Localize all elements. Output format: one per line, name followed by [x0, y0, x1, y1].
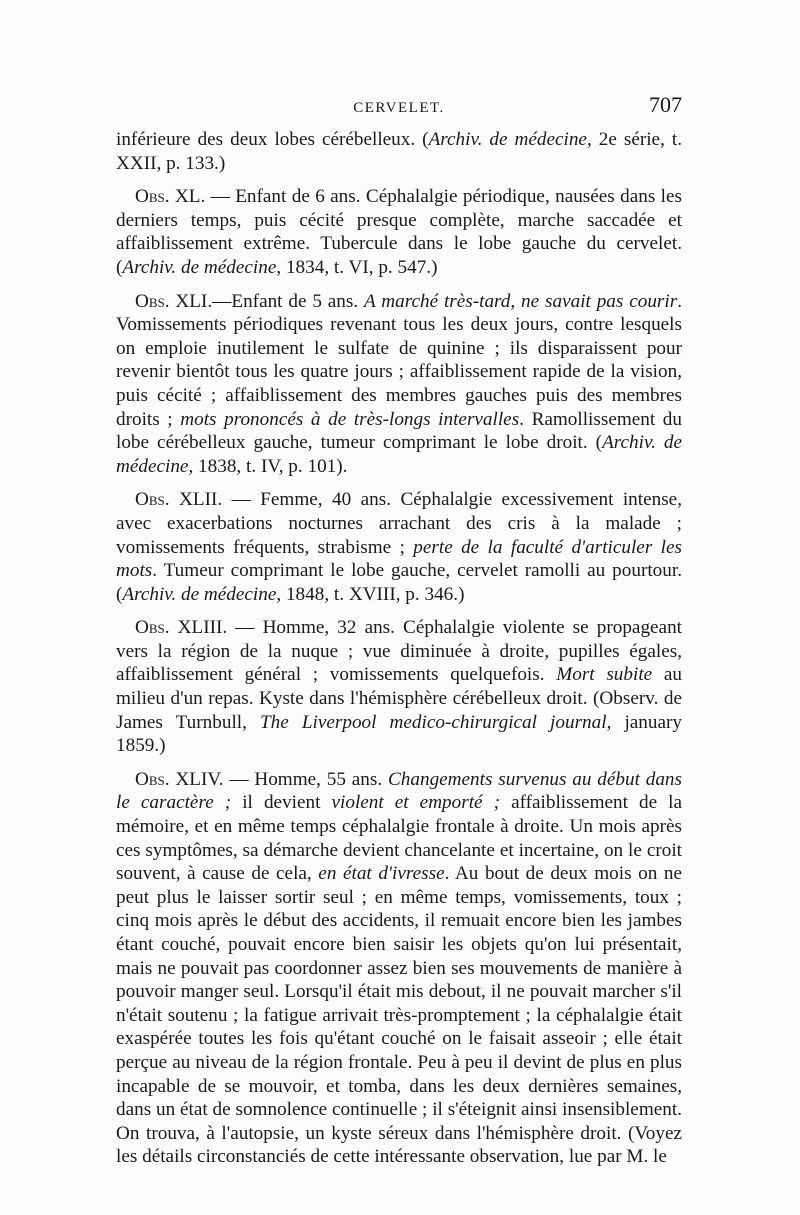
italic-run: perte de la faculté d'articuler les mots: [116, 536, 682, 582]
italic-run: mots prononcés à de très-longs intervalles: [180, 408, 520, 430]
italic-run: Archiv. de médecine: [116, 432, 682, 477]
obs-label: Obs: [135, 617, 165, 639]
observation-xl: [116, 185, 682, 279]
continued-paragraph: [116, 128, 682, 175]
obs-label: Obs: [135, 489, 165, 511]
obs-label: Obs: [135, 186, 165, 208]
text-run: , 2e série, t. XXII, p. 133.): [116, 129, 682, 174]
italic-run: en état d'ivresse: [318, 863, 445, 885]
page-number: 707: [649, 92, 682, 117]
italic-run: A marché très-tard, ne savait pas courir: [364, 290, 678, 312]
text-run: inférieure des deux lobes cérébelleux. (: [116, 129, 429, 150]
text-run: , 1834, t. VI, p. 547.): [276, 256, 438, 278]
text-run: . Au bout de deux mois on ne peut plus le laisser sortir seul ; en même temps, vomissements, toux ; cinq mois après le début des accidents, il remuait encore bien les jambes étant couché, pouvait encore bien saisir les objets qu'on lui présentait, mais ne pouvait pas coordonner assez bien ses mouvements de manière à pouvoir manger seul. Lorsqu'il était mis debout, il ne pouvait marcher s'il n'était soutenu ; la fatigue arrivait très-promptement ; la céphalalgie était exaspérée toutes les fois qu'étant couché on le faisait asseoir ; elle était perçue au niveau de la région frontale. Peu à peu il devint de plus en plus incapable de se mouvoir, et tomba, dans les deux dernières semaines, dans un état de somnolence continuelle ; il s'éteignit ainsi insensiblement. On trouva, à l'autopsie, un kyste séreux dans l'hémisphère droit. (Voyez les détails circonstanciés de cette intéressante observation, lue par M. le: [116, 863, 682, 1168]
text-run: . XLI.—Enfant de 5 ans.: [164, 290, 365, 312]
text-run: . XLIII. — Homme, 32 ans. Céphalalgie violente se propageant vers la région de la nuque ; vue diminuée à droite, pupilles égales, affaiblissement général ; vomissements quelquefois.: [116, 617, 682, 686]
observation-xliv: [116, 768, 682, 1169]
text-run: . XLII. — Femme, 40 ans. Céphalalgie excessivement intense, avec exacerbations nocturnes arrachant des cris à la malade ; vomissements fréquents, strabisme ;: [116, 489, 682, 558]
text-run: au milieu d'un repas. Kyste dans l'hémisphère cérébelleux droit. (Observ. de James Turnbull,: [116, 664, 682, 733]
running-head: [116, 92, 682, 126]
obs-label: Obs: [135, 290, 165, 312]
text-run: , 1838, t. IV, p. 101).: [188, 455, 348, 477]
text-run: . Vomissements périodiques revenant tous les deux jours, contre lesquels on emploie inutilement le sulfate de quinine ; ils disparaissent pour revenir bientôt tous les quatre jours ; affaiblissement rapide de la vision, puis cécité ; affaiblissement des membres gauches puis des membres droits ;: [116, 290, 682, 430]
text-run: . Ramollissement du lobe cérébelleux gauche, tumeur comprimant le lobe droit. (: [116, 408, 682, 454]
text-run: il devient: [231, 792, 332, 814]
italic-run: Archiv. de médecine: [122, 583, 277, 605]
italic-run: Archiv. de médecine: [428, 129, 587, 150]
obs-label: Obs: [135, 768, 165, 790]
observation-xliii: [116, 616, 682, 758]
text-run: . Tumeur comprimant le lobe gauche, cervelet ramolli au pourtour. (: [116, 560, 682, 605]
text-run: , 1848, t. XVIII, p. 346.): [276, 583, 465, 605]
running-title: CERVELET.: [353, 100, 445, 116]
italic-run: Archiv. de médecine: [122, 256, 277, 278]
italic-run: violent et emporté ;: [331, 792, 501, 814]
text-run: affaiblissement de la mémoire, et en même temps céphalalgie frontale à droite. Un mois après ces symptômes, sa démarche devient chancelante et incertaine, on le croit souvent, à cause de cela,: [116, 792, 683, 885]
italic-run: Changements survenus au début dans le caractère ;: [116, 768, 682, 814]
text-run: . XL. — Enfant de 6 ans. Céphalalgie périodique, nausées dans les derniers temps, puis cécité presque complète, marche saccadée et affaiblissement extrême. Tubercule dans le lobe gauche du cervelet. (: [116, 186, 682, 278]
text-run: , january 1859.): [116, 711, 682, 757]
observation-xli: [116, 290, 682, 479]
observation-xlii: [116, 488, 682, 606]
body-text: [116, 128, 682, 1169]
italic-run: Mort subite: [556, 664, 653, 686]
text-run: . XLIV. — Homme, 55 ans.: [164, 768, 388, 790]
italic-run: The Liverpool medico-chirurgical journal: [259, 711, 607, 733]
